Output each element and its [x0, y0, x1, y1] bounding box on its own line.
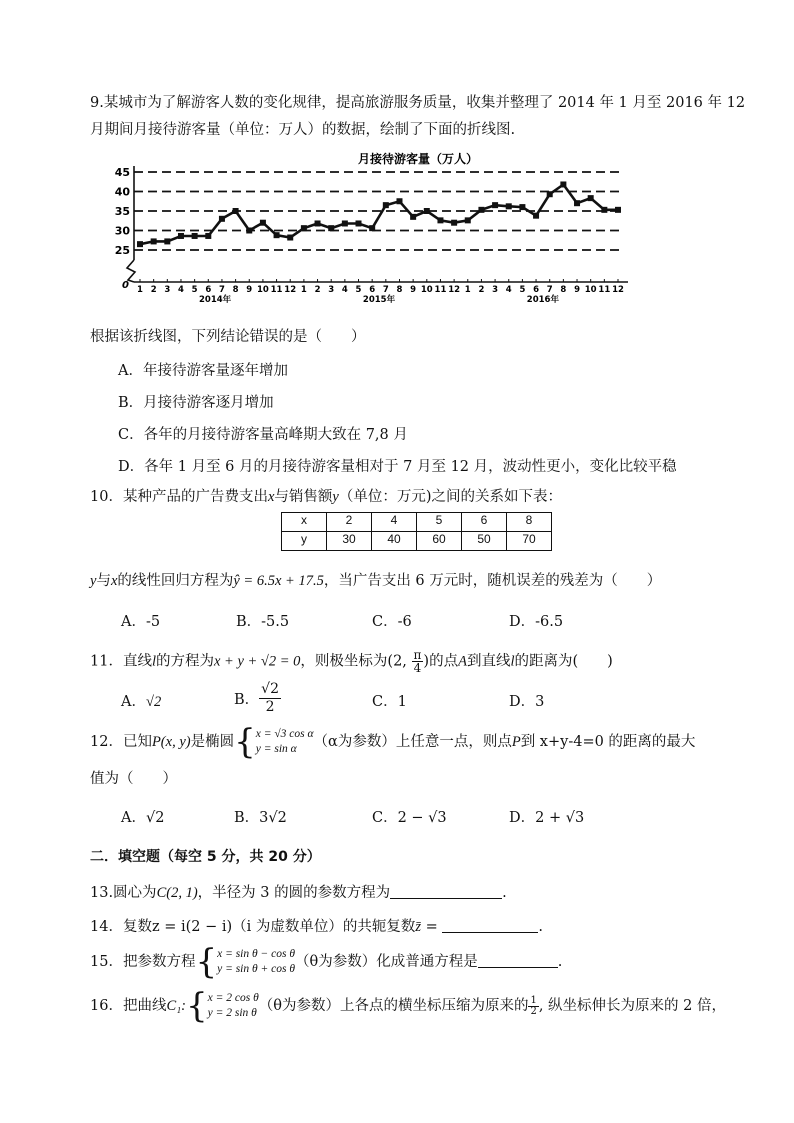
q16: 16．把曲线C₁:{ x = 2 cos θ y = 2 sin θ （θ为参数）上各点的横坐标压缩为原来的 $\frac{1}{2}$ , 纵坐标伸长为原来的 2 倍，	[90, 986, 727, 1026]
q9-line2: 月期间月接待游客量（单位：万人）的数据，绘制了下面的折线图.	[90, 122, 516, 138]
x-tick-label: 3	[492, 285, 499, 295]
year-label: 2016年	[526, 295, 559, 305]
table-cell: 30	[327, 532, 372, 551]
data-point	[410, 214, 416, 220]
data-point	[560, 181, 566, 187]
data-point	[328, 225, 334, 231]
q13: 13.圆心为C(2, 1)，半径为 3 的圆的参数方程为 .	[90, 885, 507, 901]
data-point	[342, 220, 348, 226]
y-tick-label: 35	[114, 205, 130, 218]
table-cell: 40	[372, 532, 417, 551]
data-point	[274, 232, 280, 238]
x-tick-label: 6	[369, 285, 376, 295]
data-point	[547, 191, 553, 197]
data-point	[601, 207, 607, 213]
x-tick-label: 1	[137, 285, 143, 295]
x-tick-label: 10	[256, 285, 269, 295]
table-cell: 5	[417, 513, 462, 532]
x-tick-label: 8	[396, 285, 403, 295]
data-point	[519, 204, 525, 210]
q9-option-a: A．年接待游客量逐年增加	[118, 363, 288, 379]
data-point	[164, 238, 170, 244]
q12-line2: 值为（ ）	[90, 771, 177, 787]
x-tick-label: 5	[191, 285, 198, 295]
answer-blank	[390, 884, 502, 899]
y-tick-label: 25	[114, 244, 130, 257]
q14: 14．复数z = i(2 − i)（i 为虚数单位）的共轭复数z̄ = .	[90, 919, 544, 935]
data-point	[192, 233, 198, 239]
q10-option-d: D．-6.5	[509, 614, 564, 630]
x-tick-label: 9	[246, 285, 253, 295]
data-point	[451, 220, 457, 226]
q10-option-b: B．-5.5	[236, 614, 290, 630]
data-point	[137, 241, 143, 247]
x-tick-label: 8	[232, 285, 239, 295]
q9-option-b: B．月接待游客逐月增加	[118, 395, 274, 411]
table-cell: 6	[462, 513, 507, 532]
y-tick-label: 30	[114, 224, 130, 238]
data-point	[260, 220, 266, 226]
x-tick-label: 1	[464, 285, 471, 295]
data-point	[506, 203, 512, 209]
x-tick-label: 8	[560, 285, 567, 295]
line-chart	[108, 148, 638, 308]
q12-option-a: A．√2	[121, 810, 165, 826]
table-cell: 2	[327, 513, 372, 532]
x-tick-label: 9	[410, 285, 417, 295]
year-label: 2015年	[362, 295, 396, 305]
x-tick-label: 7	[382, 285, 389, 295]
table-cell: 4	[372, 513, 417, 532]
data-point	[615, 207, 621, 213]
q9-option-c: C．各年的月接待游客量高峰期大致在 7,8 月	[118, 427, 408, 443]
x-tick-label: 4	[341, 285, 348, 295]
x-tick-label: 2	[478, 285, 485, 295]
q10-data-table	[281, 512, 552, 551]
data-point	[233, 208, 239, 214]
data-point	[424, 208, 430, 214]
q10-option-c: C．-6	[372, 614, 412, 630]
table-cell: 70	[507, 532, 552, 551]
x-tick-label: 6	[205, 285, 212, 295]
data-point	[369, 225, 375, 231]
x-tick-label: 11	[434, 285, 447, 295]
series-polyline	[140, 185, 618, 245]
axis-break	[127, 260, 135, 282]
x-tick-label: 4	[178, 285, 184, 295]
x-tick-label: 7	[546, 285, 553, 295]
data-point	[315, 220, 321, 226]
table-cell: 60	[417, 532, 462, 551]
x-tick-label: 12	[448, 285, 461, 295]
table-cell: 8	[507, 513, 552, 532]
data-point	[356, 220, 362, 226]
x-tick-label: 2	[314, 285, 321, 295]
q12-option-b: B．3√2	[234, 810, 287, 826]
y-tick-label: 40	[114, 185, 130, 199]
data-point	[151, 238, 157, 244]
x-tick-label: 10	[584, 285, 597, 295]
q11-option-d: D．3	[509, 694, 545, 710]
q9-line1: 9.某城市为了解游客人数的变化规律，提高旅游服务质量，收集并整理了 2014 年 1 月至 2016 年 12	[90, 95, 746, 111]
answer-blank	[478, 953, 558, 968]
x-tick-label: 4	[505, 285, 512, 295]
x-tick-label: 1	[300, 285, 307, 295]
table-cell: x	[282, 513, 327, 532]
data-point	[219, 216, 225, 222]
x-tick-label: 2	[150, 285, 157, 295]
data-point	[574, 200, 580, 206]
x-tick-label: 3	[164, 285, 171, 295]
data-point	[437, 217, 443, 223]
data-point	[533, 213, 539, 219]
data-point	[301, 225, 307, 231]
table-row	[282, 513, 552, 532]
x-tick-label: 10	[420, 285, 433, 295]
year-label: 2014年	[199, 295, 232, 305]
data-point	[588, 195, 594, 201]
data-point	[383, 202, 389, 208]
q12-stem: 12．已知P(x, y)是椭圆{ x = √3 cos α y = sin α （α为参数）上任意一点，则点P到 x+y-4=0 的距离的最大	[90, 722, 696, 762]
q11-option-a: A．√2	[121, 694, 162, 710]
x-tick-label: 12	[284, 285, 297, 295]
table-cell: y	[282, 532, 327, 551]
y-tick-label: 45	[114, 166, 130, 179]
x-tick-label: 5	[355, 285, 362, 295]
y-axis-ticks	[115, 166, 131, 257]
chart-title: 月接待游客量（万人）	[357, 152, 479, 166]
x-tick-label: 11	[270, 285, 283, 295]
data-point	[287, 235, 293, 241]
table-row	[282, 532, 552, 551]
x-tick-label: 6	[533, 285, 540, 295]
x-tick-label: 12	[612, 285, 624, 295]
q11-option-c: C．1	[372, 694, 407, 710]
q12-option-c: C．2 − √3	[372, 810, 447, 826]
data-point	[492, 202, 498, 208]
q10-line2: y与x的线性回归方程为ŷ = 6.5x + 17.5，当广告支出 6 万元时，随机误差的残差为（ ）	[90, 573, 662, 589]
data-point	[465, 217, 471, 223]
q11-option-b: B． $\frac{√2}{2}$	[234, 681, 279, 715]
data-point	[396, 198, 402, 204]
q11-stem: 11．直线l的方程为x + y + √2 = 0，则极坐标为(2, $\frac{\pi}{4}$ )的点A到直线l的距离为( )	[90, 648, 613, 675]
table-cell: 50	[462, 532, 507, 551]
origin-label: 0	[122, 280, 129, 291]
x-tick-label: 7	[218, 285, 225, 295]
q10-stem: 10．某种产品的广告费支出x与销售额y（单位：万元)之间的关系如下表：	[90, 489, 562, 505]
q15: 15．把参数方程{ x = sin θ − cos θ y = sin θ + cos θ （θ为参数）化成普通方程是 .	[90, 942, 563, 982]
data-point	[205, 233, 211, 239]
x-tick-label: 9	[574, 285, 580, 295]
year-labels	[199, 294, 559, 305]
section-fill-in-heading: 二．填空题（每空 5 分，共 20 分）	[90, 849, 321, 865]
x-tick-label: 5	[519, 285, 526, 295]
x-tick-label: 3	[328, 285, 335, 295]
q12-option-d: D．2 + √3	[509, 810, 585, 826]
data-point	[246, 228, 252, 234]
q9-question: 根据该折线图，下列结论错误的是（ ）	[90, 329, 366, 345]
answer-blank	[442, 918, 538, 933]
x-tick-label: 11	[598, 285, 611, 295]
q9-option-d: D．各年 1 月至 6 月的月接待游客量相对于 7 月至 12 月，波动性更小，变化比较平稳	[118, 459, 677, 475]
data-point	[178, 233, 184, 239]
data-point	[478, 207, 484, 213]
q10-option-a: A．-5	[121, 614, 161, 630]
